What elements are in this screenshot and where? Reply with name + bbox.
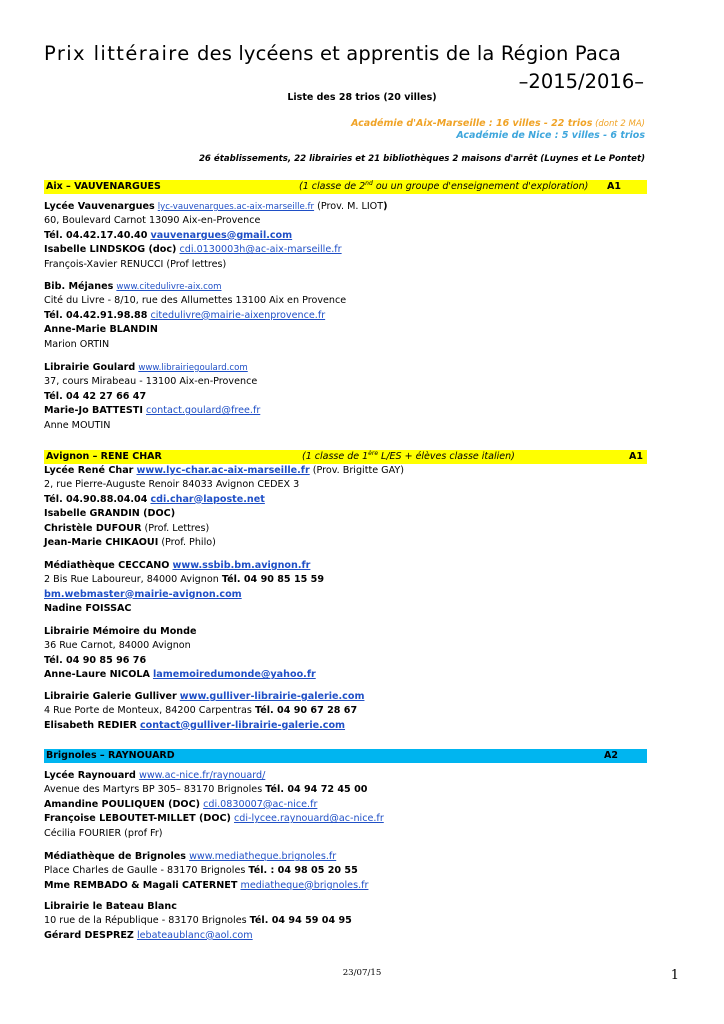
subtitle: Liste des 28 trios (20 villes) (287, 92, 437, 103)
page-title: Prix littéraire des lycéens et apprentis de la Région Paca (44, 42, 621, 65)
lycee-url-link[interactable]: www.ac-nice.fr/raynouard/ (138, 770, 266, 781)
academie-aix: Académie d'Aix-Marseille : 16 villes - 22 trios (dont 2 MA) (351, 118, 645, 129)
section-header-avignon (44, 450, 647, 464)
aix-bibliotheque: Bib. Méjanes www.citedulivre-aix.com Cité du Livre - 8/10, rue des Allumettes 13100 Aix en Provence Tél. 04.42.91.98.88 citedulivre@mairie-aixenprovence.fr Anne-Marie BLANDIN Marion ORTIN (44, 281, 347, 350)
bib-url-link[interactable]: www.ssbib.bm.avignon.fr (172, 560, 311, 571)
brignoles-librairie: Librairie le Bateau Blanc 10 rue de la République - 83170 Brignoles Tél. 04 94 59 04 95 Gérard DESPREZ lebateaublanc@aol.com (44, 901, 352, 941)
section-name: Brignoles – RAYNOUARD (46, 750, 175, 761)
avignon-lycee: Lycée René Char www.lyc-char.ac-aix-marseille.fr (Prov. Brigitte GAY) 2, rue Pierre-Auguste Renoir 84033 Avignon CEDEX 3 Tél. 04.90.88.04.04 cdi.char@laposte.net Isabelle GRANDIN (DOC) Christèle DUFOUR (Prof. Lettres) Jean-Marie CHIKAOUI (Prof. Philo) (44, 465, 405, 548)
stats-line: 26 établissements, 22 librairies et 21 bibliothèques 2 maisons d'arrêt (Luynes et Le Pontet) (198, 154, 645, 164)
footer-date: 23/07/15 (342, 968, 382, 978)
brignoles-mediatheque: Médiathèque de Brignoles www.mediatheque.brignoles.fr Place Charles de Gaulle - 83170 Brignoles Tél. : 04 98 05 20 55 Mme REMBADO & Magali CATERNET mediatheque@brignoles.fr (44, 851, 369, 891)
lib1-email-link[interactable]: lamemoiredumonde@yahoo.fr (152, 669, 316, 681)
bib-url-link[interactable]: www.mediatheque.brignoles.fr (189, 851, 337, 862)
section-note: (1 classe de 2nd ou un groupe d'enseignement d'exploration) (299, 179, 589, 192)
brignoles-lycee: Lycée Raynouard www.ac-nice.fr/raynouard/ Avenue des Martyrs BP 305– 83170 Brignoles Tél. 04 94 72 45 00 Amandine POULIQUEN (DOC) cdi.0830007@ac-nice.fr Françoise LEBOUTET-MILLET (DOC) cdi-lycee.raynouard@ac-nice.fr Cécilia FOURIER (prof Fr) (44, 770, 384, 839)
aix-librairie: Librairie Goulard www.librairiegoulard.com 37, cours Mirabeau - 13100 Aix-en-Provence Tél. 04 42 27 66 47 Marie-Jo BATTESTI contact.goulard@free.fr Anne MOUTIN (44, 362, 261, 431)
section-name: Avignon – RENE CHAR (46, 451, 162, 462)
avignon-librairie-memoire: Librairie Mémoire du Monde 36 Rue Carnot, 84000 Avignon Tél. 04 90 85 96 76 Anne-Laure NICOLA lamemoiredumonde@yahoo.fr (44, 626, 316, 681)
lycee-email-link[interactable]: vauvenargues@gmail.com (150, 229, 293, 241)
section-code: A2 (604, 750, 618, 761)
bib-email-link[interactable]: citedulivre@mairie-aixenprovence.fr (150, 309, 326, 321)
lib-email-link[interactable]: lebateaublanc@aol.com (136, 929, 253, 941)
lib-url-link[interactable]: www.librairiegoulard.com (138, 363, 248, 373)
academie-nice: Académie de Nice : 5 villes - 6 trios (456, 130, 645, 141)
lib-email-link[interactable]: contact.goulard@free.fr (145, 405, 261, 417)
bib-url-link[interactable]: www.citedulivre-aix.com (116, 282, 222, 292)
doc-email-link[interactable]: cdi.0130003h@ac-aix-marseille.fr (179, 244, 342, 256)
doc2-email-link[interactable]: cdi-lycee.raynouard@ac-nice.fr (234, 813, 384, 825)
section-header-aix (44, 180, 647, 194)
lycee-email-link[interactable]: cdi.char@laposte.net (150, 493, 265, 505)
section-name: Aix – VAUVENARGUES (46, 181, 161, 192)
bib-email-link[interactable]: bm.webmaster@mairie-avignon.com (44, 588, 242, 600)
lycee-url-link[interactable]: lyc-vauvenargues.ac-aix-marseille.fr (157, 202, 315, 212)
avignon-librairie-gulliver: Librairie Galerie Gulliver www.gulliver-librairie-galerie.com 4 Rue Porte de Monteux, 84200 Carpentras Tél. 04 90 67 28 67 Elisabeth REDIER contact@gulliver-librairie-galerie.com (44, 691, 365, 731)
lib2-email-link[interactable]: contact@gulliver-librairie-galerie.com (139, 719, 346, 731)
aix-lycee: Lycée Vauvenargues lyc-vauvenargues.ac-aix-marseille.fr (Prov. M. LIOT) 60, Boulevard Carnot 13090 Aix-en-Provence Tél. 04.42.17.40.40 vauvenargues@gmail.com Isabelle LINDSKOG (doc) cdi.0130003h@ac-aix-marseille.fr François-Xavier RENUCCI (Prof lettres) (44, 201, 388, 270)
avignon-bibliotheque: Médiathèque CECCANO www.ssbib.bm.avignon.fr 2 Bis Rue Laboureur, 84000 Avignon Tél. 04 90 85 15 59 bm.webmaster@mairie-avignon.com Nadine FOISSAC (44, 560, 324, 615)
doc1-email-link[interactable]: cdi.0830007@ac-nice.fr (203, 798, 318, 810)
page-title-years: –2015/2016– (518, 70, 644, 93)
bib-email-link[interactable]: mediatheque@brignoles.fr (240, 879, 369, 891)
lib2-url-link[interactable]: www.gulliver-librairie-galerie.com (179, 691, 365, 702)
section-note: (1 classe de 1ère L/ES + élèves classe italien) (302, 449, 515, 462)
page-number: 1 (670, 968, 679, 983)
section-code: A1 (607, 181, 621, 192)
section-code: A1 (629, 451, 643, 462)
section-header-brignoles (44, 749, 647, 763)
lycee-url-link[interactable]: www.lyc-char.ac-aix-marseille.fr (136, 465, 310, 476)
